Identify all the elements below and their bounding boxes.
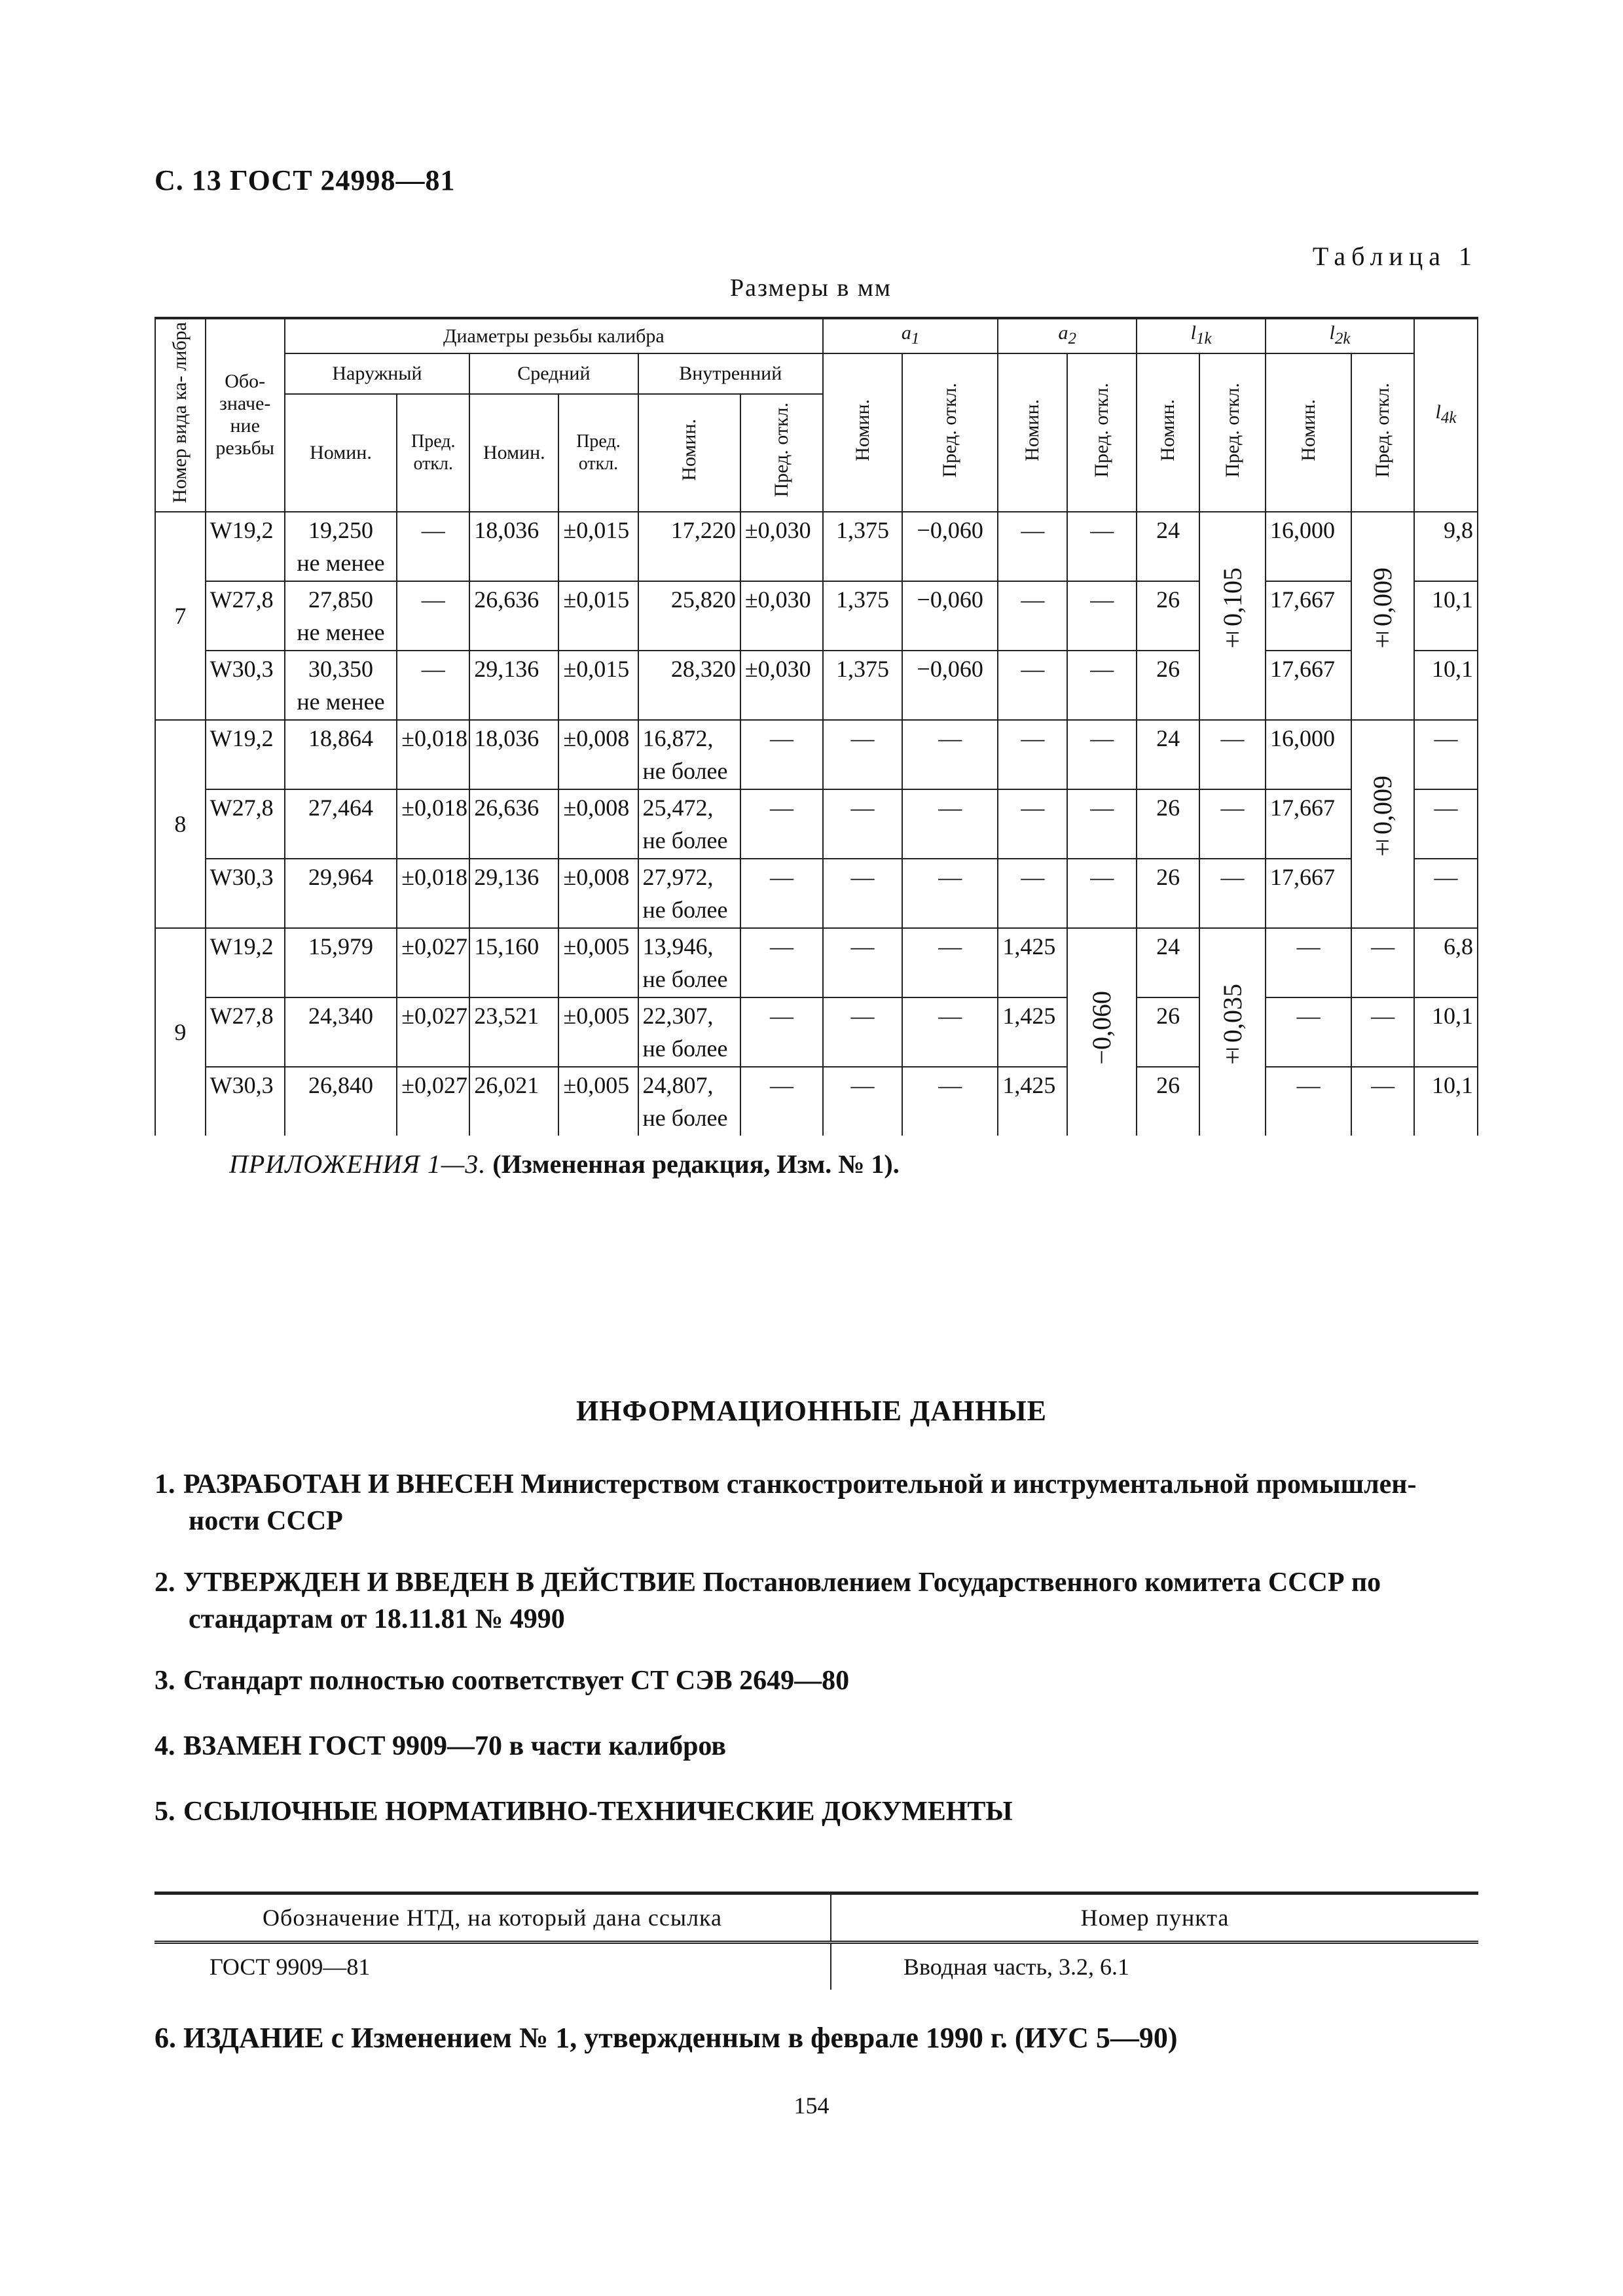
in-nom-cell: 22,307, не более	[638, 997, 740, 1067]
l4k-cell: 10,1	[1414, 581, 1478, 651]
l1k-nom-cell: 26	[1137, 581, 1199, 651]
table-row	[155, 512, 1478, 581]
in-dev-cell: —	[740, 720, 823, 789]
l2k-dev-merged: ±0,009	[1351, 512, 1414, 720]
in-dev-cell: —	[740, 928, 823, 997]
in-nom-cell: 27,972, не более	[638, 859, 740, 928]
a2-dev-merged: −0,060	[1067, 928, 1137, 1136]
table-row	[155, 859, 1478, 928]
a1-nom-cell: —	[823, 997, 902, 1067]
ref-col-ntd: Обозначение НТД, на который дана ссылка	[155, 1893, 831, 1943]
in-dev-cell: ±0,030	[740, 581, 823, 651]
l1k-nom-cell: 26	[1137, 859, 1199, 928]
a2-nom-cell: —	[998, 581, 1067, 651]
l1k-dev-merged: ±0,105	[1199, 512, 1266, 720]
in-dev-cell: ±0,030	[740, 512, 823, 581]
header-diameters: Диаметры резьбы калибра	[285, 318, 823, 353]
header-middle: Средний	[469, 353, 638, 394]
outer-dev-cell: —	[397, 512, 469, 581]
table-row	[155, 1067, 1478, 1136]
l2k-nom-cell: 16,000	[1266, 720, 1351, 789]
designation-cell: W19,2	[206, 720, 285, 789]
page-number: 154	[793, 2092, 830, 2119]
a1-nom-cell: 1,375	[823, 512, 902, 581]
a1-dev-cell: −0,060	[902, 651, 998, 720]
designation-cell: W27,8	[206, 789, 285, 859]
outer-nom-cell: 27,850 не менее	[285, 581, 397, 651]
header-l1k: $l_{1k}$	[1137, 318, 1266, 353]
outer-dev-cell: ±0,027	[397, 997, 469, 1067]
mid-nom-cell: 26,021	[469, 1067, 558, 1136]
outer-nom-cell: 30,350 не менее	[285, 651, 397, 720]
ref-point-cell: Вводная часть, 3.2, 6.1	[903, 1954, 1130, 1980]
a2-nom-cell: —	[998, 720, 1067, 789]
info-item	[155, 1728, 1477, 1765]
l2k-nom-cell: 16,000	[1266, 512, 1351, 581]
outer-nom-cell: 19,250 не менее	[285, 512, 397, 581]
header-designation: Обо- значе- ние резьбы	[206, 318, 285, 512]
in-dev-cell: ±0,030	[740, 651, 823, 720]
info-item-number: 5.	[155, 1797, 175, 1827]
in-nom-cell: 13,946, не более	[638, 928, 740, 997]
l2k-nom-cell: 17,667	[1266, 651, 1351, 720]
a2-dev-cell: —	[1067, 581, 1137, 651]
table-row	[155, 581, 1478, 651]
l2k-nom-cell: 17,667	[1266, 581, 1351, 651]
table-row	[155, 720, 1478, 789]
a2-nom-cell: —	[998, 651, 1067, 720]
designation-cell: W19,2	[206, 512, 285, 581]
a2-dev-cell: —	[1067, 512, 1137, 581]
header-row-2	[155, 353, 1478, 394]
outer-nom-cell: 15,979	[285, 928, 397, 997]
l2k-dev-merged: ±0,009	[1351, 720, 1414, 928]
mid-nom-cell: 18,036	[469, 512, 558, 581]
edition-note: 6. ИЗДАНИЕ с Изменением № 1, утвержденным в феврале 1990 г. (ИУС 5—90)	[155, 2022, 1178, 2054]
l1k-dev-cell: —	[1199, 720, 1266, 789]
a1-dev-cell: —	[902, 720, 998, 789]
l1k-dev-merged: ±0,035	[1199, 928, 1266, 1136]
info-item-continuation: ности СССР	[189, 1506, 343, 1536]
info-title: ИНФОРМАЦИОННЫЕ ДАННЫЕ	[575, 1395, 1048, 1427]
header-outer-dev: Пред. откл.	[397, 394, 469, 512]
mid-dev-cell: ±0,015	[558, 512, 638, 581]
l4k-cell: 10,1	[1414, 997, 1478, 1067]
outer-dev-cell: ±0,027	[397, 928, 469, 997]
l2k-dev-cell: —	[1351, 997, 1414, 1067]
l2k-nom-cell: 17,667	[1266, 789, 1351, 859]
l4k-cell: —	[1414, 720, 1478, 789]
table-row	[155, 651, 1478, 720]
info-item-text: УТВЕРЖДЕН И ВВЕДЕН В ДЕЙСТВИЕ Постановлением Государственного комитета СССР по	[183, 1568, 1381, 1598]
header-l2k-nom: Номин.	[1266, 353, 1351, 512]
info-item-continuation: стандартам от 18.11.81 № 4990	[189, 1604, 565, 1634]
l2k-nom-cell: —	[1266, 997, 1351, 1067]
l2k-nom-cell: —	[1266, 928, 1351, 997]
a1-dev-cell: −0,060	[902, 581, 998, 651]
table-row	[155, 928, 1478, 997]
table-caption: Таблица 1	[1312, 242, 1478, 271]
outer-dev-cell: ±0,018	[397, 720, 469, 789]
a1-nom-cell: —	[823, 1067, 902, 1136]
a1-nom-cell: —	[823, 789, 902, 859]
info-item-text: Стандарт полностью соответствует СТ СЭВ 2649—80	[183, 1666, 850, 1696]
designation-cell: W30,3	[206, 651, 285, 720]
outer-nom-cell: 29,964	[285, 859, 397, 928]
info-item-number: 2.	[155, 1568, 175, 1598]
outer-nom-cell: 26,840	[285, 1067, 397, 1136]
header-a2-dev: Пред. откл.	[1067, 353, 1137, 512]
l2k-nom-cell: —	[1266, 1067, 1351, 1136]
l2k-dev-cell: —	[1351, 928, 1414, 997]
a1-nom-cell: —	[823, 928, 902, 997]
header-in-nom: Номин.	[638, 394, 740, 512]
a1-nom-cell: —	[823, 720, 902, 789]
info-item-number: 4.	[155, 1731, 175, 1761]
l1k-dev-cell: —	[1199, 789, 1266, 859]
header-a2: $a_2$	[998, 318, 1137, 353]
reference-documents-table	[155, 1892, 1478, 1990]
l2k-nom-cell: 17,667	[1266, 859, 1351, 928]
designation-cell: W30,3	[206, 859, 285, 928]
info-item-text: РАЗРАБОТАН И ВНЕСЕН Министерством станкостроительной и инструментальной промышлен-	[183, 1469, 1417, 1499]
a2-nom-cell: 1,425	[998, 1067, 1067, 1136]
in-nom-cell: 28,320	[638, 651, 740, 720]
header-a1: $a_1$	[823, 318, 998, 353]
a1-dev-cell: −0,060	[902, 512, 998, 581]
ref-table-header	[155, 1893, 1478, 1943]
l4k-cell: —	[1414, 859, 1478, 928]
mid-nom-cell: 15,160	[469, 928, 558, 997]
mid-dev-cell: ±0,008	[558, 789, 638, 859]
appendix-note-italic: ПРИЛОЖЕНИЯ 1—3.	[229, 1149, 486, 1179]
outer-nom-cell: 24,340	[285, 997, 397, 1067]
a1-dev-cell: —	[902, 997, 998, 1067]
in-nom-cell: 16,872, не более	[638, 720, 740, 789]
l1k-nom-cell: 24	[1137, 720, 1199, 789]
info-item	[155, 1662, 1477, 1699]
header-mid-nom: Номин.	[469, 394, 558, 512]
l1k-nom-cell: 24	[1137, 512, 1199, 581]
mid-dev-cell: ±0,008	[558, 720, 638, 789]
mid-nom-cell: 26,636	[469, 789, 558, 859]
outer-dev-cell: ±0,018	[397, 789, 469, 859]
mid-dev-cell: ±0,008	[558, 859, 638, 928]
header-a2-nom: Номин.	[998, 353, 1067, 512]
mid-nom-cell: 26,636	[469, 581, 558, 651]
group-number: 9	[155, 928, 206, 1136]
units-note: Размеры в мм	[730, 274, 892, 302]
a2-nom-cell: —	[998, 512, 1067, 581]
mid-dev-cell: ±0,015	[558, 651, 638, 720]
mid-nom-cell: 29,136	[469, 651, 558, 720]
designation-cell: W19,2	[206, 928, 285, 997]
header-row-1	[155, 318, 1478, 353]
header-l2k-dev: Пред. откл.	[1351, 353, 1414, 512]
group-number: 7	[155, 512, 206, 720]
header-in-dev: Пред. откл.	[740, 394, 823, 512]
appendix-note	[229, 1149, 900, 1179]
a1-dev-cell: —	[902, 789, 998, 859]
l4k-cell: —	[1414, 789, 1478, 859]
l4k-cell: 9,8	[1414, 512, 1478, 581]
in-dev-cell: —	[740, 1067, 823, 1136]
header-inner: Внутренний	[638, 353, 824, 394]
a1-nom-cell: —	[823, 859, 902, 928]
a1-nom-cell: 1,375	[823, 651, 902, 720]
outer-dev-cell: —	[397, 581, 469, 651]
header-outer: Наружный	[285, 353, 470, 394]
mid-nom-cell: 29,136	[469, 859, 558, 928]
l4k-cell: 10,1	[1414, 651, 1478, 720]
a2-dev-cell: —	[1067, 720, 1137, 789]
outer-dev-cell: ±0,027	[397, 1067, 469, 1136]
designation-cell: W27,8	[206, 581, 285, 651]
header-l1k-dev: Пред. откл.	[1199, 353, 1266, 512]
l4k-cell: 10,1	[1414, 1067, 1478, 1136]
info-item-number: 3.	[155, 1666, 175, 1696]
a1-dev-cell: —	[902, 1067, 998, 1136]
in-dev-cell: —	[740, 859, 823, 928]
in-dev-cell: —	[740, 789, 823, 859]
designation-cell: W27,8	[206, 997, 285, 1067]
info-item	[155, 1564, 1477, 1638]
outer-nom-cell: 27,464	[285, 789, 397, 859]
mid-dev-cell: ±0,015	[558, 581, 638, 651]
l1k-nom-cell: 26	[1137, 789, 1199, 859]
table-row	[155, 997, 1478, 1067]
calibre-dimensions-table	[155, 317, 1478, 1131]
ref-col-point: Номер пункта	[831, 1893, 1478, 1943]
info-item-number: 1.	[155, 1469, 175, 1499]
a1-dev-cell: —	[902, 928, 998, 997]
l1k-nom-cell: 26	[1137, 651, 1199, 720]
mid-dev-cell: ±0,005	[558, 928, 638, 997]
a2-nom-cell: 1,425	[998, 928, 1067, 997]
a2-dev-cell: —	[1067, 651, 1137, 720]
info-item-text: ВЗАМЕН ГОСТ 9909—70 в части калибров	[183, 1731, 727, 1761]
a1-dev-cell: —	[902, 859, 998, 928]
a2-nom-cell: —	[998, 789, 1067, 859]
outer-dev-cell: ±0,018	[397, 859, 469, 928]
outer-nom-cell: 18,864	[285, 720, 397, 789]
designation-cell: W30,3	[206, 1067, 285, 1136]
page-header: С. 13 ГОСТ 24998—81	[155, 164, 456, 196]
in-nom-cell: 25,472, не более	[638, 789, 740, 859]
header-a1-dev: Пред. откл.	[902, 353, 998, 512]
table-row	[155, 1943, 1478, 1990]
info-item	[155, 1793, 1477, 1830]
info-item	[155, 1466, 1477, 1539]
l1k-nom-cell: 24	[1137, 928, 1199, 997]
mid-dev-cell: ±0,005	[558, 997, 638, 1067]
l1k-dev-cell: —	[1199, 859, 1266, 928]
header-a1-nom: Номин.	[823, 353, 902, 512]
in-nom-cell: 24,807, не более	[638, 1067, 740, 1136]
a2-dev-cell: —	[1067, 859, 1137, 928]
a2-dev-cell: —	[1067, 789, 1137, 859]
mid-nom-cell: 18,036	[469, 720, 558, 789]
in-nom-cell: 25,820	[638, 581, 740, 651]
l1k-nom-cell: 26	[1137, 997, 1199, 1067]
header-l2k: $l_{2k}$	[1266, 318, 1414, 353]
outer-dev-cell: —	[397, 651, 469, 720]
l2k-dev-cell: —	[1351, 1067, 1414, 1136]
l1k-nom-cell: 26	[1137, 1067, 1199, 1136]
l4k-cell: 6,8	[1414, 928, 1478, 997]
info-item-text: ССЫЛОЧНЫЕ НОРМАТИВНО-ТЕХНИЧЕСКИЕ ДОКУМЕНТЫ	[183, 1797, 1013, 1827]
header-mid-dev: Пред. откл.	[558, 394, 638, 512]
table-row	[155, 789, 1478, 859]
a2-nom-cell: 1,425	[998, 997, 1067, 1067]
header-outer-nom: Номин.	[285, 394, 397, 512]
mid-dev-cell: ±0,005	[558, 1067, 638, 1136]
mid-nom-cell: 23,521	[469, 997, 558, 1067]
header-l4k: $l_{4k}$	[1414, 318, 1478, 512]
a2-nom-cell: —	[998, 859, 1067, 928]
a1-nom-cell: 1,375	[823, 581, 902, 651]
appendix-note-bold: (Измененная редакция, Изм. № 1).	[492, 1149, 900, 1179]
header-num-cell: Номер вида ка- либра	[155, 318, 206, 512]
header-l1k-nom: Номин.	[1137, 353, 1199, 512]
group-number: 8	[155, 720, 206, 928]
in-dev-cell: —	[740, 997, 823, 1067]
in-nom-cell: 17,220	[638, 512, 740, 581]
ref-ntd-cell: ГОСТ 9909—81	[155, 1943, 831, 1990]
